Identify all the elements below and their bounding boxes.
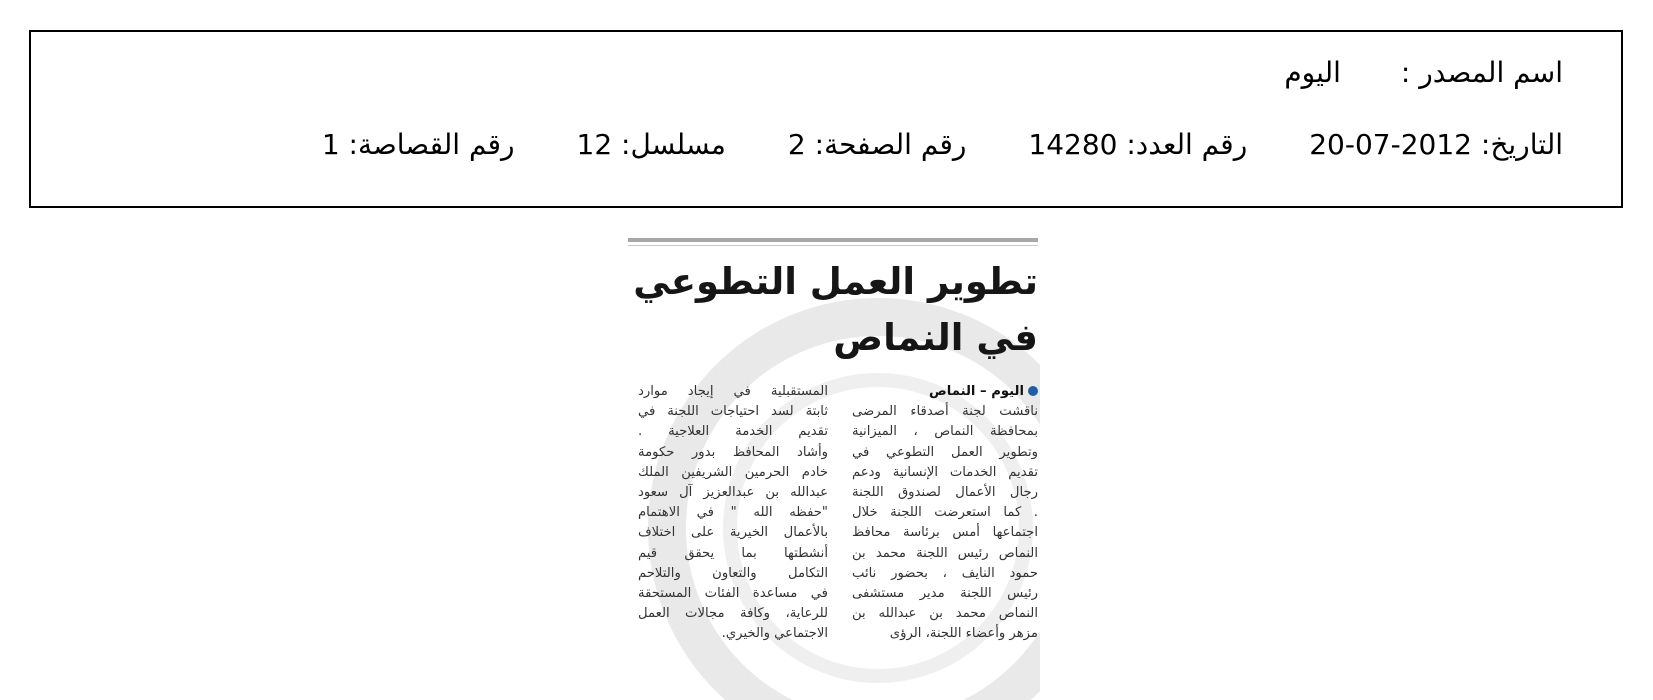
page-number-field: رقم الصفحة: 2 [787,128,967,161]
article-text-line: تقديم الخدمة العلاجية . [638,424,828,440]
source-value: اليوم [1284,56,1341,89]
serial-field: مسلسل: 12 [576,128,726,161]
article-text-line: تقديم الخدمات الإنسانية ودعم [852,464,1038,480]
article-text-line: عبدالله بن عبدالعزيز آل سعود [638,485,828,501]
details-line [322,128,1563,161]
article-text-line: بالأعمال الخيرية على اختلاف [638,525,828,541]
byline-text: اليوم – النماص [929,384,1024,399]
article-text-line: رجال الأعمال لصندوق اللجنة [852,485,1038,501]
article-text-line: أنشطتها بما يحقق قيم [638,545,828,561]
article-column-left-body [638,382,828,645]
article-text-line: حمود النايف ، بحضور نائب [852,565,1038,581]
article-text-line: التكامل والتعاون والتلاحم [638,565,828,581]
source-metadata-box [29,30,1623,208]
article-text-line: وأشاد المحافظ بدور حكومة [638,444,828,460]
headline-line-2: في النماص [833,316,1038,359]
newspaper-clipping [628,238,1040,700]
top-rule-thin [628,245,1038,246]
article-text-line: خادم الحرمين الشريفين الملك [638,464,828,480]
article-text-line: ناقشت لجنة أصدقاء المرضى [852,404,1038,420]
source-line [1284,56,1563,89]
byline [852,382,1038,402]
article-text-line: رئيس اللجنة مدير مستشفى [852,586,1038,602]
article-text-line: . كما استعرضت اللجنة خلال [852,505,1038,521]
top-rule [628,238,1038,242]
article-text-line: اجتماعها أمس برئاسة محافظ [852,525,1038,541]
bullet-icon [1028,386,1038,396]
clip-number-field: رقم القصاصة: 1 [321,128,515,161]
article-text-line: النماص رئيس اللجنة محمد بن [852,545,1038,561]
article-text-line: للرعاية، وكافة مجالات العمل [638,606,828,622]
date-field: التاريخ: 2012-07-20 [1309,128,1563,161]
article-text-line: المستقبلية في إيجاد موارد [638,384,828,399]
article-text-line: ثابتة لسد احتياجات اللجنة في [638,404,828,420]
article-text-line: الاجتماعي والخيري. [721,626,828,642]
article-text-line: "حفظه الله " في الاهتمام [638,505,828,521]
source-label: اسم المصدر : [1400,56,1563,89]
headline-line-1: تطوير العمل التطوعي [633,260,1038,303]
article-column-right-body [852,402,1038,644]
article-column-left [638,382,828,645]
article-text-line: مزهر وأعضاء اللجنة، الرؤى [889,626,1038,642]
article-column-right [852,382,1038,645]
issue-number-field: رقم العدد: 14280 [1028,128,1248,161]
article-text-line: وتطوير العمل التطوعي في [852,444,1038,460]
article-text-line: في مساعدة الفئات المستحقة [638,586,828,602]
article-text-line: بمحافظة النماص ، الميزانية [852,424,1038,440]
article-text-line: النماص محمد بن عبدالله بن [852,606,1038,622]
